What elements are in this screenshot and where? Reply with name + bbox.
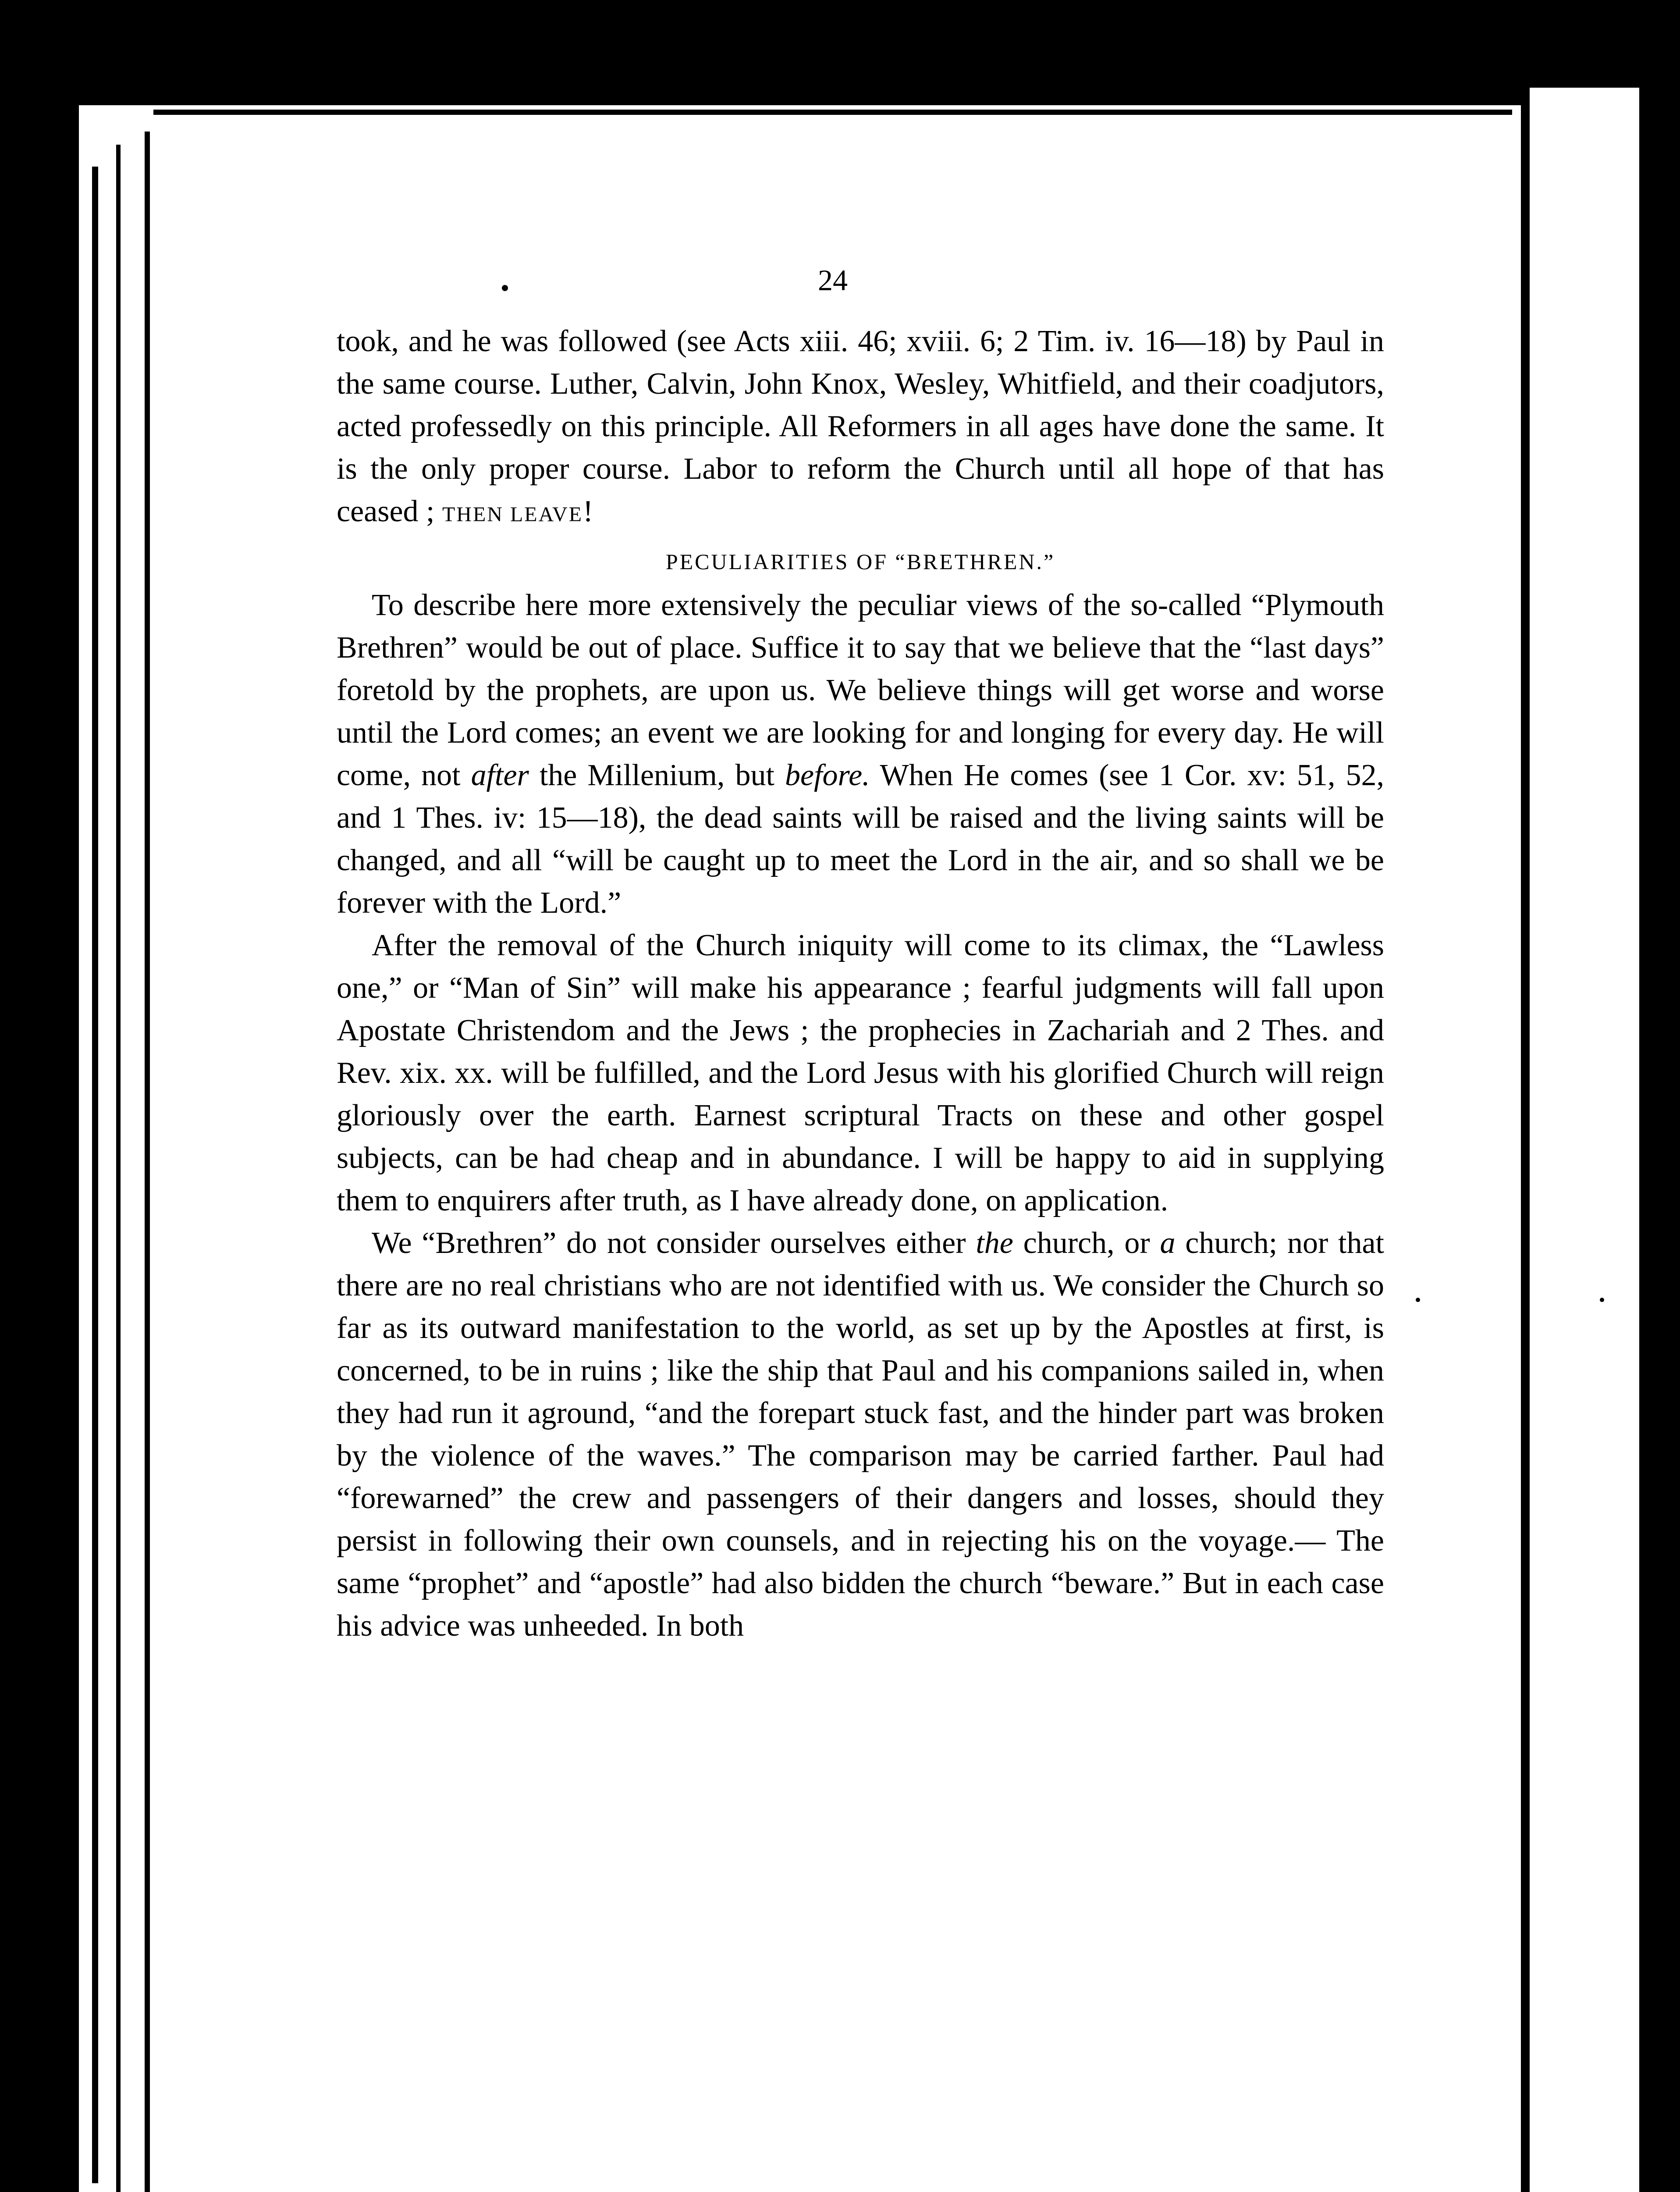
- paragraph-1: [337, 320, 1384, 536]
- paragraph-2-part-c: When He comes (see 1 Cor. xv: 51, 52, and 1 Thes. iv: 15—18), the dead saints will be raised and the living saints will be changed, and all “will be caught up to meet the Lord in the air, and so shall we be forever with the Lord.”: [337, 758, 1385, 920]
- paragraph-2-italic-before: before.: [785, 758, 870, 792]
- paragraph-1-text: took, and he was followed (see Acts xiii. 46; xviii. 6; 2 Tim. iv. 16—18) by Paul in the same course. Luther, Calvin, John Knox, Wesley, Whitfield, and their coadjutors, acted professedly on this principle. All Reformers in all ages have done the same. It is the only proper course. Labor to reform the Church until all hope of that has ceased ;: [337, 324, 1384, 528]
- book-page: [158, 118, 1508, 2161]
- paragraph-4-italic-a: a: [1160, 1226, 1176, 1260]
- page-number: 24: [818, 263, 848, 297]
- paragraph-2-part-a: To describe here more extensively the peculiar views of the so-called “Plymouth Brethren” would be out of place. Suffice it to say that we believe that the “last days” foretold by the prophets, are upon us. We believe things will get worse and worse until the Lord comes; an event we are looking for and longing for every day. He will come, not: [337, 588, 1384, 792]
- paragraph-2-part-b: the Millenium, but: [539, 758, 774, 792]
- scan-speck: [1600, 1298, 1604, 1302]
- scan-speck: [1521, 1460, 1526, 1473]
- paragraph-2: [337, 584, 1384, 924]
- paragraph-4-part-a: We “Brethren” do not consider ourselves either: [372, 1226, 966, 1260]
- section-heading: PECULIARITIES OF “BRETHREN.”: [665, 549, 1055, 574]
- paragraph-3: After the removal of the Church iniquity will come to its climax, the “Lawless one,” or “Man of Sin” will make his appearance ; fearful judgments will fall upon Apostate Christendom and the Jews ; the prophecies in Zachariah and 2 Thes. and Rev. xix. xx. will be fulfilled, and the Lord Jesus with his glorified Church will reign gloriously over the earth. Earnest scriptural Tracts on these and other gospel subjects, can be had cheap and in abundance. I will be happy to aid in supplying them to enquirers after truth, as I have already done, on application.: [337, 929, 1384, 1217]
- body-text: [337, 320, 1384, 1647]
- binding-edge-line: [153, 110, 1512, 115]
- paragraph-4-part-c: church; nor that there are no real christians who are not identified with us. We consider the Church so far as its outward manifestation to the world, as set up by the Apostles at first, is concerned, to be in ruins ; like the ship that Paul and his companions sailed in, when they had run it aground, “and the forepart stuck fast, and the hinder part was broken by the violence of the waves.” The comparison may be carried farther. Paul had “forewarned” the crew and passengers of their dangers and losses, should they persist in following their own counsels, and in rejecting his on the voyage.— The same “prophet” and “apostle” had also bidden the church “beware.” But in each case his advice was unheeded. In both: [337, 1226, 1384, 1643]
- paragraph-1-end: !: [583, 495, 593, 528]
- binding-edge-line: [92, 167, 98, 2183]
- then-leave-emphasis: THEN LEAVE: [442, 503, 583, 526]
- paragraph-2-italic-after: after: [471, 758, 529, 792]
- scan-speck: [1416, 1298, 1420, 1302]
- scan-speck: [502, 285, 508, 291]
- paragraph-4-part-b: church, or: [1023, 1226, 1150, 1260]
- paragraph-4: [337, 1222, 1384, 1647]
- binding-edge-line: [145, 132, 150, 2192]
- adjacent-page-edge: [1530, 88, 1639, 2192]
- binding-edge-line: [116, 145, 121, 2192]
- binding-edge-line: [517, 75, 1175, 81]
- paragraph-4-italic-the: the: [976, 1226, 1013, 1260]
